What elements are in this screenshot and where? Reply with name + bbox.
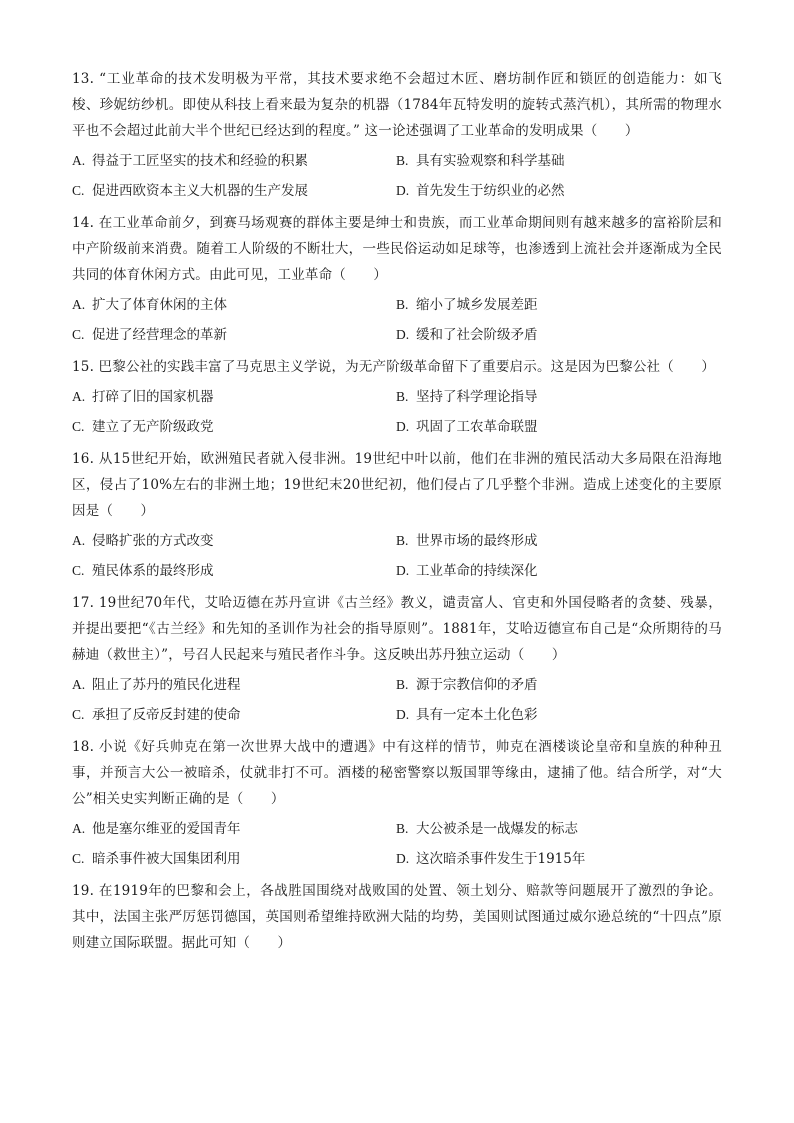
option-text: 工业革命的持续深化: [416, 563, 538, 579]
option-text: 源于宗教信仰的矛盾: [416, 677, 538, 693]
option-b[interactable]: [396, 671, 722, 701]
option-text: 打碎了旧的国家机器: [92, 389, 214, 405]
option-letter: C.: [72, 327, 85, 342]
question-stem: 15. 巴黎公社的实践丰富了马克思主义学说，为无产阶级革命留下了重要启示。这是因为巴黎公社（ ）: [72, 359, 716, 375]
option-b[interactable]: [396, 383, 722, 413]
option-letter: D.: [396, 183, 410, 198]
question-19: [72, 878, 722, 956]
option-letter: D.: [396, 851, 410, 866]
option-a[interactable]: [72, 815, 396, 845]
option-text: 具有一定本土化色彩: [416, 707, 538, 723]
option-a[interactable]: [72, 383, 396, 413]
option-letter: A.: [72, 533, 86, 548]
option-letter: D.: [396, 707, 410, 722]
option-c[interactable]: [72, 845, 396, 875]
option-text: 得益于工匠坚实的技术和经验的积累: [92, 153, 308, 169]
question-18: [72, 734, 722, 875]
option-text: 具有实验观察和科学基础: [416, 153, 565, 169]
question-14: [72, 210, 722, 351]
question-stem: 19. 在1919年的巴黎和会上，各战胜国围绕对战败国的处置、领土划分、赔款等问题展开了激烈的争论。其中，法国主张严厉惩罚德国，英国则希望维持欧洲大陆的均势，美国则试图通过威尔逊总统的“十四点”原则建立国际联盟。据此可知（ ）: [72, 883, 722, 951]
option-b[interactable]: [396, 147, 722, 177]
question-stem: 14. 在工业革命前夕，到赛马场观赛的群体主要是绅士和贵族，而工业革命期间则有越来越多的富裕阶层和中产阶级前来消费。随着工人阶级的不断壮大，一些民俗运动如足球等，也渗透到上流社会并逐渐成为全民共同的体育休闲方式。由此可见，工业革命（ ）: [72, 215, 722, 283]
question-stem: 13. “工业革命的技术发明极为平常，其技术要求绝不会超过木匠、磨坊制作匠和锁匠的创造能力：如飞梭、珍妮纺纱机。即使从科技上看来最为复杂的机器（1784年瓦特发明的旋转式蒸汽机），其所需的物理水平也不会超过此前大半个世纪已经达到的程度。” 这一论述强调了工业革命的发明成果（ ）: [72, 71, 722, 139]
question-stem: 16. 从15世纪开始，欧洲殖民者就入侵非洲。19世纪中叶以前，他们在非洲的殖民活动大多局限在沿海地区，侵占了10%左右的非洲土地；19世纪末20世纪初，他们侵占了几乎整个非洲。造成上述变化的主要原因是（ ）: [72, 451, 722, 519]
option-letter: A.: [72, 821, 86, 836]
option-letter: B.: [396, 677, 409, 692]
question-stem: 18. 小说《好兵帅克在第一次世界大战中的遭遇》中有这样的情节，帅克在酒楼谈论皇帝和皇族的种种丑事，并预言大公一被暗杀，仗就非打不可。酒楼的秘密警察以叛国罪等缘由，逮捕了他。结合所学，对“大公”相关史实判断正确的是（ ）: [72, 739, 722, 807]
option-text: 坚持了科学理论指导: [416, 389, 538, 405]
option-text: 这次暗杀事件发生于1915年: [416, 851, 586, 867]
option-text: 首先发生于纺织业的必然: [416, 183, 565, 199]
option-letter: A.: [72, 389, 86, 404]
option-text: 大公被杀是一战爆发的标志: [416, 821, 578, 837]
option-text: 扩大了体育休闲的主体: [92, 297, 227, 313]
question-15: [72, 354, 722, 443]
option-b[interactable]: [396, 291, 722, 321]
option-letter: C.: [72, 563, 85, 578]
option-d[interactable]: [396, 413, 722, 443]
option-text: 缩小了城乡发展差距: [416, 297, 538, 313]
option-text: 建立了无产阶级政党: [92, 419, 214, 435]
option-text: 促进了经营理念的革新: [92, 327, 227, 343]
exam-page: [72, 66, 722, 956]
option-grid: [72, 147, 722, 207]
option-a[interactable]: [72, 671, 396, 701]
option-letter: D.: [396, 419, 410, 434]
option-b[interactable]: [396, 527, 722, 557]
option-text: 暗杀事件被大国集团利用: [92, 851, 241, 867]
option-a[interactable]: [72, 147, 396, 177]
option-d[interactable]: [396, 557, 722, 587]
option-letter: A.: [72, 677, 86, 692]
option-grid: [72, 671, 722, 731]
option-text: 巩固了工农革命联盟: [416, 419, 538, 435]
question-16: [72, 446, 722, 587]
option-d[interactable]: [396, 321, 722, 351]
option-text: 承担了反帝反封建的使命: [92, 707, 241, 723]
question-13: [72, 66, 722, 207]
option-grid: [72, 815, 722, 875]
option-letter: B.: [396, 389, 409, 404]
option-text: 他是塞尔维亚的爱国青年: [92, 821, 241, 837]
option-a[interactable]: [72, 527, 396, 557]
option-letter: B.: [396, 297, 409, 312]
option-c[interactable]: [72, 413, 396, 443]
option-letter: C.: [72, 707, 85, 722]
option-letter: C.: [72, 183, 85, 198]
option-letter: B.: [396, 153, 409, 168]
option-text: 促进西欧资本主义大机器的生产发展: [92, 183, 308, 199]
option-letter: D.: [396, 563, 410, 578]
option-c[interactable]: [72, 701, 396, 731]
option-grid: [72, 383, 722, 443]
option-text: 缓和了社会阶级矛盾: [416, 327, 538, 343]
option-c[interactable]: [72, 557, 396, 587]
option-c[interactable]: [72, 321, 396, 351]
option-d[interactable]: [396, 701, 722, 731]
option-text: 殖民体系的最终形成: [92, 563, 214, 579]
option-d[interactable]: [396, 177, 722, 207]
option-text: 世界市场的最终形成: [416, 533, 538, 549]
option-d[interactable]: [396, 845, 722, 875]
option-letter: D.: [396, 327, 410, 342]
option-letter: B.: [396, 533, 409, 548]
option-text: 阻止了苏丹的殖民化进程: [92, 677, 241, 693]
question-17: [72, 590, 722, 731]
option-b[interactable]: [396, 815, 722, 845]
option-letter: A.: [72, 297, 86, 312]
option-letter: C.: [72, 851, 85, 866]
option-grid: [72, 291, 722, 351]
option-text: 侵略扩张的方式改变: [92, 533, 214, 549]
option-letter: A.: [72, 153, 86, 168]
option-a[interactable]: [72, 291, 396, 321]
question-stem: 17. 19世纪70年代，艾哈迈德在苏丹宣讲《古兰经》教义，谴责富人、官吏和外国侵略者的贪婪、残暴，并提出要把“《古兰经》和先知的圣训作为社会的指导原则”。1881年，艾哈迈德宣布自己是“众所期待的马赫迪（救世主）”，号召人民起来与殖民者作斗争。这反映出苏丹独立运动（ ）: [72, 595, 722, 663]
option-c[interactable]: [72, 177, 396, 207]
option-letter: C.: [72, 419, 85, 434]
option-letter: B.: [396, 821, 409, 836]
option-grid: [72, 527, 722, 587]
